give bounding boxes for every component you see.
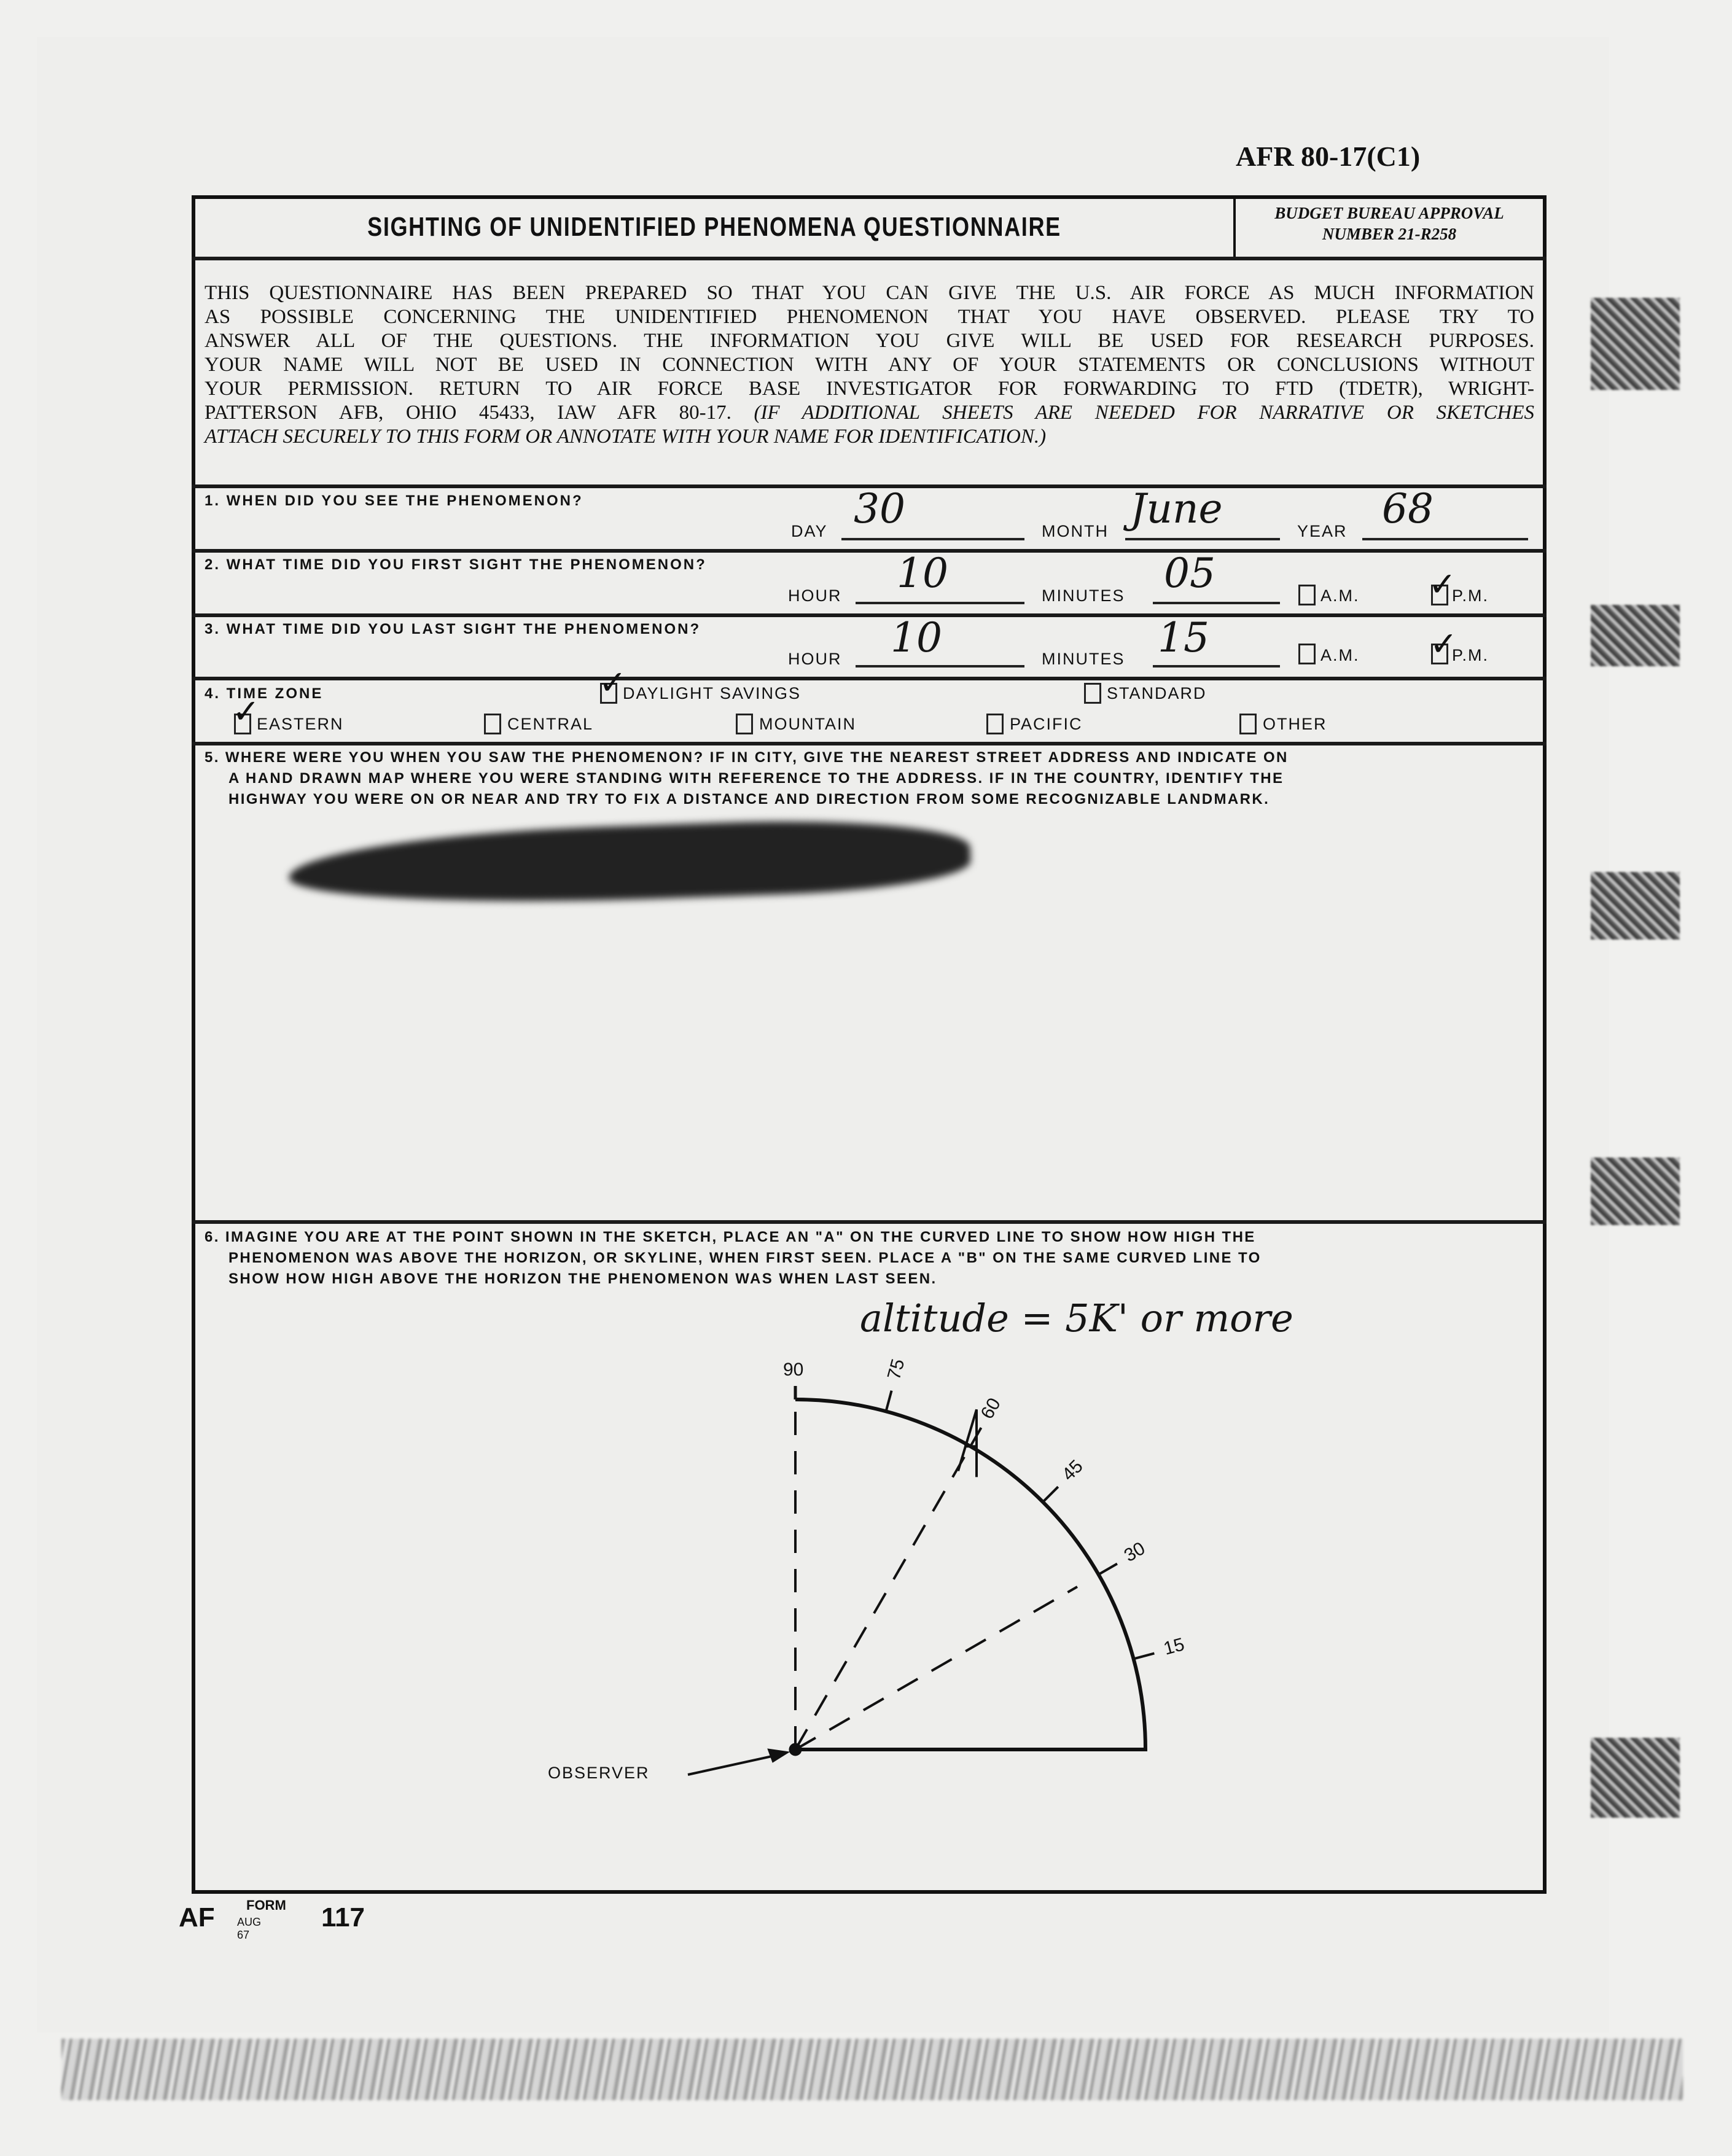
q2-label: 2. WHAT TIME DID YOU FIRST SIGHT THE PHENOMENON? (205, 556, 707, 573)
tick-15 (1134, 1653, 1155, 1659)
observer-point (789, 1743, 802, 1756)
handwritten-altitude-note: altitude = 5K' or more (860, 1296, 1293, 1341)
intro-line: YOUR PERMISSION. RETURN TO AIR FORCE BASE INVESTIGATOR FOR FORWARDING TO FTD (TDETR), WRIGHT- (205, 378, 1534, 400)
tick-30 (1099, 1564, 1117, 1575)
intro-address: PATTERSON AFB, OHIO 45433, IAW AFR 80-17. (205, 402, 731, 424)
form-reference: AFR 80-17(C1) (1236, 141, 1421, 172)
intro-line: ANSWER ALL OF THE QUESTIONS. THE INFORMATION YOU GIVE WILL BE USED FOR RESEARCH PURPOSES. (205, 330, 1534, 352)
sight-line-30 (795, 1587, 1077, 1749)
day-value[interactable]: 30 (854, 485, 905, 532)
arrow-head-icon (768, 1749, 789, 1762)
standard-label: STANDARD (1107, 684, 1207, 702)
q6-line: SHOW HOW HIGH ABOVE THE HORIZON THE PHENOMENON WAS WHEN LAST SEEN. (228, 1271, 937, 1287)
tick-45 (1043, 1487, 1058, 1502)
intro-line: ATTACH SECURELY TO THIS FORM OR ANNOTATE WITH YOUR NAME FOR IDENTIFICATION.) (205, 426, 1047, 448)
observer-label: OBSERVER (548, 1764, 650, 1782)
footer-form: FORM (246, 1897, 286, 1913)
elevation-arc (795, 1399, 1145, 1749)
q3-label: 3. WHAT TIME DID YOU LAST SIGHT THE PHENOMENON? (205, 621, 701, 637)
q5-line: A HAND DRAWN MAP WHERE YOU WERE STANDING WITH REFERENCE TO THE ADDRESS. IF IN THE COUNTRY, IDENTIFY THE (228, 770, 1284, 787)
angle-label-75: 75 (883, 1356, 909, 1382)
checkmark-icon: ✓ (599, 663, 627, 702)
checkmark-icon: ✓ (1430, 625, 1458, 663)
zone-label: OTHER (1263, 715, 1327, 733)
intro-italic: (IF ADDITIONAL SHEETS ARE NEEDED FOR NARRATIVE OR SKETCHES (754, 402, 1535, 424)
intro-line: AS POSSIBLE CONCERNING THE UNIDENTIFIED PHENOMENON THAT YOU HAVE OBSERVED. PLEASE TRY TO (205, 306, 1534, 328)
q4-label: 4. TIME ZONE (205, 685, 324, 702)
zone-label: EASTERN (257, 715, 344, 733)
hour-label: HOUR (788, 650, 842, 668)
approval-line-2: NUMBER 21-R258 (1322, 225, 1457, 243)
daylight-savings-label: DAYLIGHT SAVINGS (623, 684, 802, 702)
tick-75 (886, 1391, 892, 1412)
checkmark-icon: ✓ (1429, 565, 1457, 604)
footer-form-number: 117 (321, 1902, 365, 1932)
zone-label: MOUNTAIN (759, 715, 856, 733)
angle-label-90: 90 (783, 1360, 804, 1380)
am-label: A.M. (1320, 586, 1360, 605)
year-label: YEAR (1297, 522, 1348, 540)
pm-label: P.M. (1452, 586, 1489, 605)
zone-label: CENTRAL (507, 715, 594, 733)
last-minutes-value[interactable]: 15 (1158, 614, 1209, 661)
q1-label: 1. WHEN DID YOU SEE THE PHENOMENON? (205, 492, 583, 509)
intro-line: YOUR NAME WILL NOT BE USED IN CONNECTION WITH ANY OF YOUR STATEMENTS OR CONCLUSIONS WITHOUT (205, 354, 1534, 376)
year-value[interactable]: 68 (1382, 485, 1434, 532)
intro-line: THIS QUESTIONNAIRE HAS BEEN PREPARED SO THAT YOU CAN GIVE THE U.S. AIR FORCE AS MUCH INFORMATION (205, 282, 1534, 304)
month-label: MONTH (1042, 522, 1109, 540)
first-minutes-value[interactable]: 05 (1164, 550, 1215, 597)
day-label: DAY (791, 522, 828, 540)
month-value[interactable]: June (1130, 485, 1223, 532)
angle-label-15: 15 (1161, 1634, 1187, 1660)
checkmark-icon: ✓ (232, 692, 260, 731)
minutes-label: MINUTES (1042, 650, 1125, 668)
q5-line: HIGHWAY YOU WERE ON OR NEAR AND TRY TO FIX A DISTANCE AND DIRECTION FROM SOME RECOGNIZABLE LANDMARK. (228, 791, 1270, 808)
angle-label-45: 45 (1058, 1456, 1087, 1485)
form-title: SIGHTING OF UNIDENTIFIED PHENOMENA QUESTIONNAIRE (367, 211, 1061, 242)
first-hour-value[interactable]: 10 (897, 550, 948, 597)
am-label: A.M. (1320, 646, 1360, 664)
last-hour-value[interactable]: 10 (891, 614, 942, 661)
hour-label: HOUR (788, 586, 842, 605)
approval-line-1: BUDGET BUREAU APPROVAL (1274, 204, 1504, 222)
pm-label: P.M. (1452, 646, 1489, 664)
q6-line: 6. IMAGINE YOU ARE AT THE POINT SHOWN IN THE SKETCH, PLACE AN "A" ON THE CURVED LINE TO SHOW HOW HIGH THE (205, 1229, 1256, 1245)
q6-line: PHENOMENON WAS ABOVE THE HORIZON, OR SKYLINE, WHEN FIRST SEEN. PLACE A "B" ON THE SAME CURVED LINE TO (228, 1250, 1262, 1266)
footer-date: AUG 67 (237, 1916, 262, 1941)
angle-label-30: 30 (1120, 1538, 1149, 1566)
angle-label-60: 60 (977, 1394, 1005, 1423)
q5-line: 5. WHERE WERE YOU WHEN YOU SAW THE PHENOMENON? IF IN CITY, GIVE THE NEAREST STREET ADDRESS AND INDICATE ON (205, 749, 1289, 766)
observer-arrow (688, 1754, 783, 1775)
zone-label: PACIFIC (1010, 715, 1083, 733)
sight-line-60 (795, 1446, 970, 1749)
footer-af: AF (179, 1902, 215, 1932)
minutes-label: MINUTES (1042, 586, 1125, 605)
